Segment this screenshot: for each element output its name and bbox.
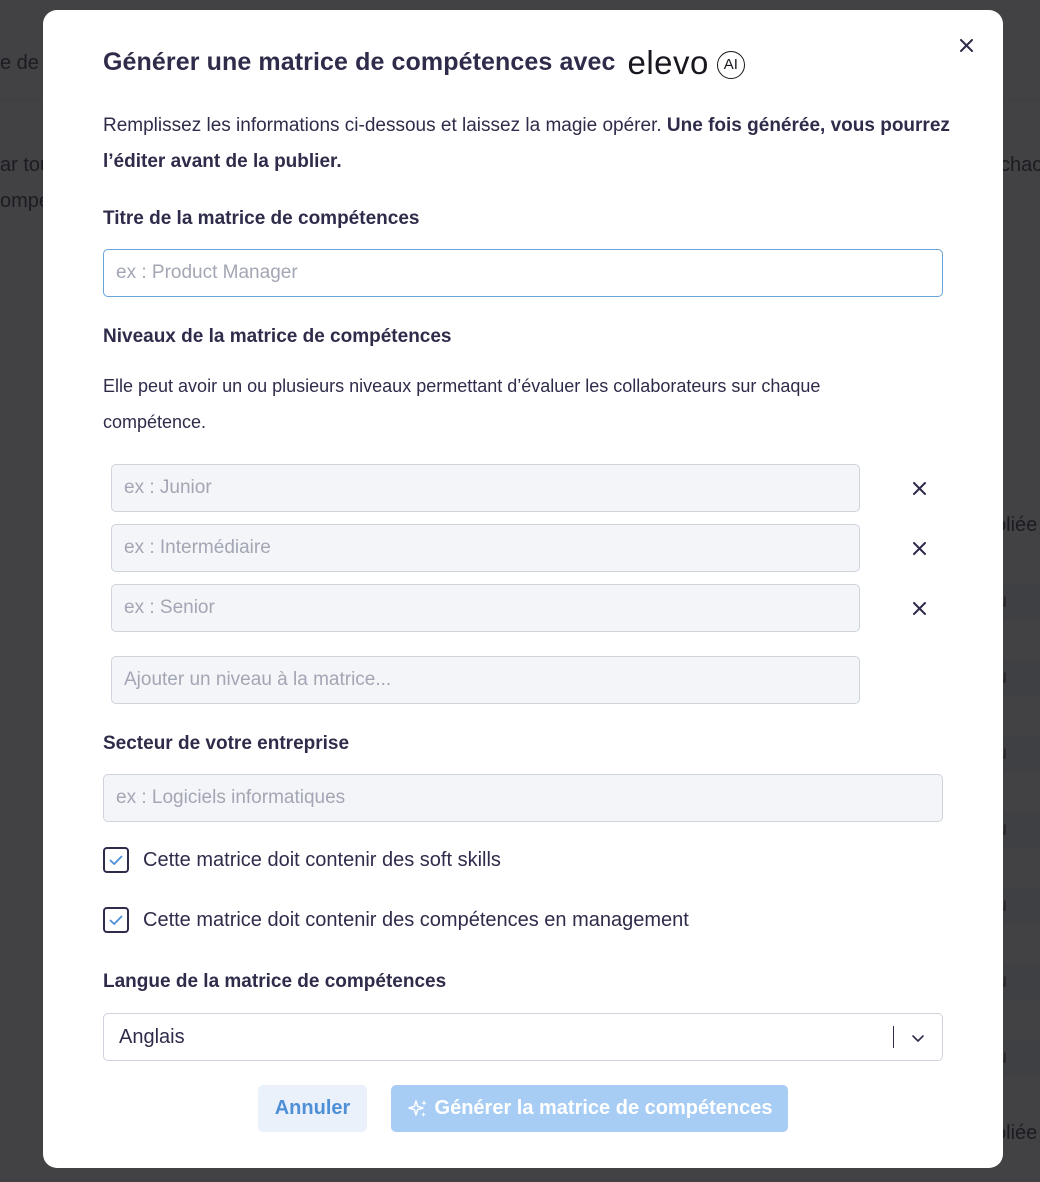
matrix-title-input[interactable] (103, 249, 943, 297)
management-label[interactable]: Cette matrice doit contenir des compétences en management (143, 908, 689, 931)
close-icon (913, 482, 926, 495)
soft-skills-label[interactable]: Cette matrice doit contenir des soft skills (143, 848, 501, 871)
checkmark-icon (109, 855, 123, 866)
language-label: Langue de la matrice de compétences (103, 971, 447, 992)
intro-text: Remplissez les informations ci-dessous et laissez la magie opérer. (103, 115, 662, 136)
soft-skills-checkbox[interactable] (103, 847, 129, 873)
sparkles-icon (407, 1098, 429, 1120)
elevo-logo: elevo (627, 44, 709, 81)
level-input-1[interactable] (111, 464, 860, 512)
sector-field-label: Secteur de votre entreprise (103, 733, 350, 754)
add-level-input[interactable] (111, 656, 860, 704)
close-button[interactable] (955, 34, 977, 56)
generate-matrix-modal (43, 10, 1003, 1168)
remove-level-2-button[interactable] (910, 539, 928, 557)
modal-title: Générer une matrice de compétences avec (103, 48, 616, 76)
levels-label: Niveaux de la matrice de compétences (103, 326, 452, 347)
cancel-button[interactable]: Annuler (258, 1085, 367, 1132)
close-icon (913, 542, 926, 555)
modal-header (103, 46, 745, 79)
remove-level-1-button[interactable] (910, 479, 928, 497)
generate-button-label: Générer la matrice de compétences (434, 1097, 773, 1119)
sector-input[interactable] (103, 774, 943, 822)
modal-intro (103, 108, 953, 180)
language-select[interactable] (103, 1013, 943, 1061)
chevron-down-icon[interactable] (910, 1030, 926, 1046)
close-icon (960, 39, 973, 52)
intro-emphasis: Une fois générée, vous pourrez l’éditer avant de la publier. (103, 115, 950, 172)
language-selected-value: Anglais (119, 1026, 185, 1048)
title-field-label: Titre de la matrice de compétences (103, 208, 420, 229)
level-input-3[interactable] (111, 584, 860, 632)
soft-skills-option[interactable] (103, 847, 501, 873)
management-checkbox[interactable] (103, 907, 129, 933)
level-input-2[interactable] (111, 524, 860, 572)
management-option[interactable] (103, 907, 689, 933)
remove-level-3-button[interactable] (910, 599, 928, 617)
ai-badge: AI (717, 51, 745, 79)
generate-matrix-button[interactable] (391, 1085, 788, 1132)
close-icon (913, 602, 926, 615)
select-separator (893, 1026, 894, 1048)
checkmark-icon (109, 915, 123, 926)
levels-description: Elle peut avoir un ou plusieurs niveaux permettant d’évaluer les collaborateurs sur chaque compétence. (103, 376, 821, 432)
